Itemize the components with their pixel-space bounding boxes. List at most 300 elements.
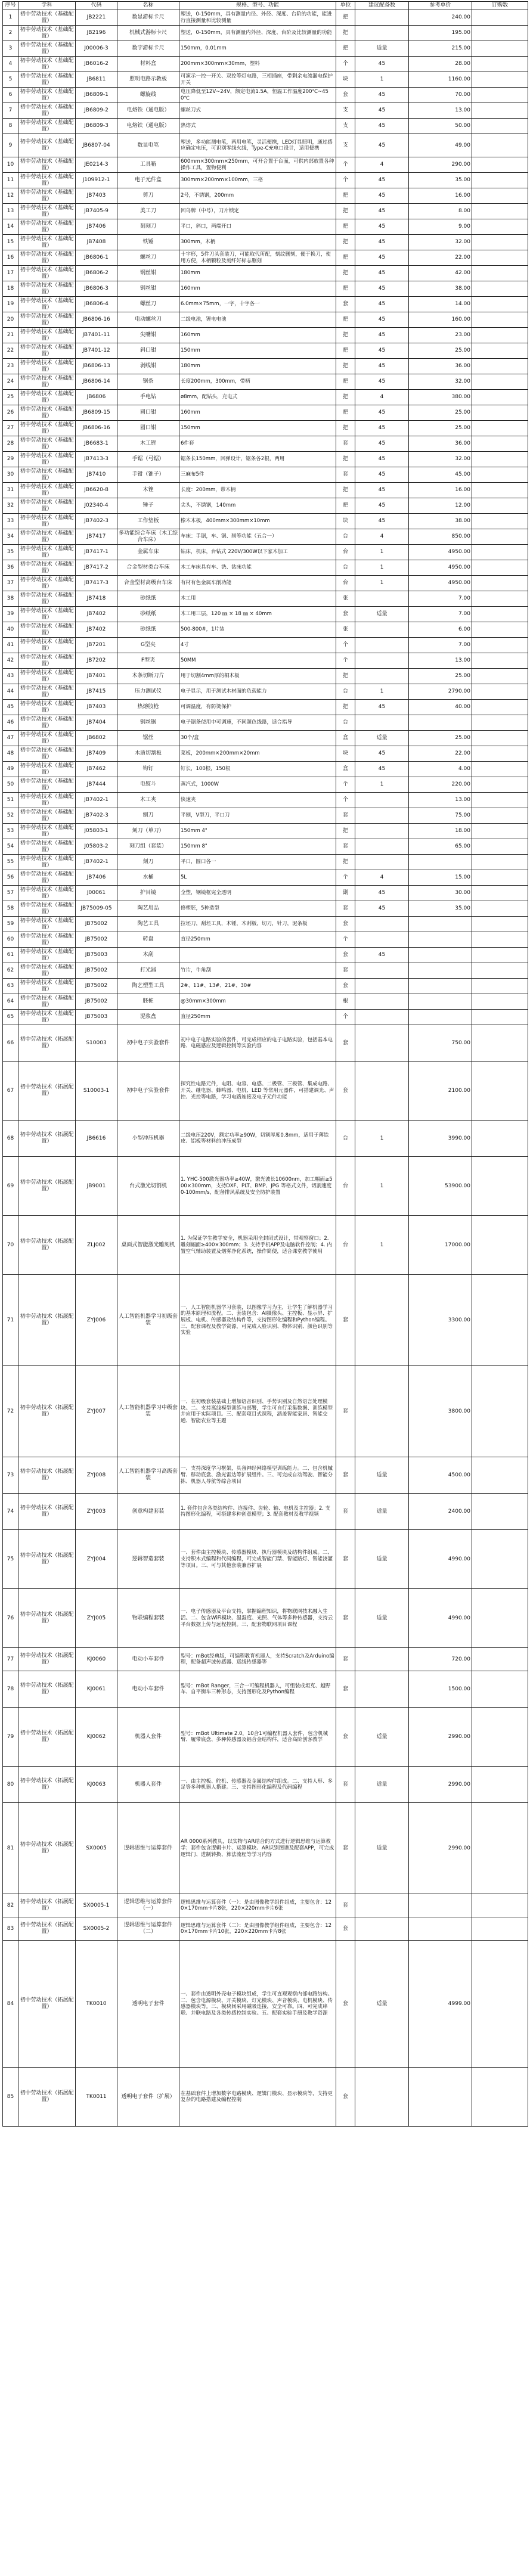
cell-order-qty[interactable] <box>472 700 528 715</box>
cell-index: 59 <box>3 917 18 932</box>
cell-price: 4990.00 <box>409 1589 472 1648</box>
cell-order-qty[interactable] <box>472 855 528 870</box>
table-row <box>3 638 528 653</box>
cell-spec: 500-800#，1片装 <box>179 622 336 638</box>
cell-order-qty[interactable] <box>472 1216 528 1275</box>
cell-order-qty[interactable] <box>472 979 528 994</box>
cell-index: 79 <box>3 1708 18 1767</box>
table-row <box>3 560 528 576</box>
column-header: 建议配备数 <box>355 2 409 10</box>
cell-spec: 尖头，不锈钢，140mm <box>179 498 336 514</box>
table-row <box>3 855 528 870</box>
cell-order-qty[interactable] <box>472 1589 528 1648</box>
cell-index: 25 <box>3 390 18 405</box>
cell-name: 照明电路示教板 <box>117 72 179 88</box>
cell-qty: 45 <box>355 281 409 297</box>
cell-order-qty[interactable] <box>472 235 528 250</box>
cell-price: 720.00 <box>409 1648 472 1671</box>
cell-subject: 初中劳动技术（基础配置） <box>18 591 76 607</box>
cell-order-qty[interactable] <box>472 638 528 653</box>
cell-order-qty[interactable] <box>472 932 528 948</box>
cell-spec: 平口，圆口各一 <box>179 855 336 870</box>
column-header: 序号 <box>3 2 18 10</box>
cell-order-qty[interactable] <box>472 1457 528 1494</box>
cell-qty: 45 <box>355 343 409 359</box>
cell-order-qty[interactable] <box>472 1671 528 1708</box>
cell-order-qty[interactable] <box>472 1366 528 1457</box>
cell-spec: 180mm <box>179 266 336 281</box>
cell-price: 4500.00 <box>409 1457 472 1494</box>
cell-name: 圆口钳 <box>117 421 179 436</box>
table-row <box>3 2068 528 2127</box>
cell-qty <box>355 979 409 994</box>
cell-name: 剥线钳 <box>117 359 179 374</box>
cell-price: 22.00 <box>409 250 472 266</box>
cell-unit: 套 <box>336 88 355 103</box>
cell-index: 57 <box>3 886 18 901</box>
cell-subject: 初中劳动技术（基础配置） <box>18 855 76 870</box>
cell-order-qty[interactable] <box>472 1530 528 1589</box>
cell-price: 2100.00 <box>409 1062 472 1121</box>
table-row <box>3 266 528 281</box>
cell-order-qty[interactable] <box>472 119 528 134</box>
cell-price: 35.00 <box>409 901 472 917</box>
cell-order-qty[interactable] <box>472 281 528 297</box>
cell-index: 40 <box>3 622 18 638</box>
cell-index: 7 <box>3 103 18 119</box>
cell-index: 14 <box>3 219 18 235</box>
cell-order-qty[interactable] <box>472 88 528 103</box>
cell-order-qty[interactable] <box>472 1648 528 1671</box>
cell-code: ZYJ005 <box>76 1589 117 1648</box>
cell-order-qty[interactable] <box>472 134 528 157</box>
cell-name: 砂纸纸 <box>117 591 179 607</box>
cell-qty <box>355 2068 409 2127</box>
cell-subject: 初中劳动技术（基础配置） <box>18 622 76 638</box>
cell-order-qty[interactable] <box>472 2068 528 2127</box>
cell-index: 47 <box>3 731 18 746</box>
cell-order-qty[interactable] <box>472 10 528 26</box>
cell-code: JB7201 <box>76 638 117 653</box>
cell-subject: 初中劳动技术（拓展配置） <box>18 1025 76 1062</box>
cell-order-qty[interactable] <box>472 483 528 498</box>
cell-code: JB7403 <box>76 188 117 204</box>
table-row <box>3 1589 528 1648</box>
cell-order-qty[interactable] <box>472 731 528 746</box>
cell-order-qty[interactable] <box>472 545 528 560</box>
cell-price: 32.00 <box>409 452 472 467</box>
table-row <box>3 10 528 26</box>
table-row <box>3 1216 528 1275</box>
cell-price: 7.00 <box>409 591 472 607</box>
cell-order-qty[interactable] <box>472 498 528 514</box>
cell-subject: 初中劳动技术（基础配置） <box>18 266 76 281</box>
cell-index: 20 <box>3 312 18 328</box>
cell-code: JB7408 <box>76 235 117 250</box>
cell-spec: 全塑，钢镜框完全透明 <box>179 886 336 901</box>
cell-spec: 有材有色金属车削功能 <box>179 576 336 591</box>
cell-subject: 初中劳动技术（基础配置） <box>18 762 76 777</box>
table-row <box>3 436 528 452</box>
cell-code: JB75002 <box>76 917 117 932</box>
cell-unit: 把 <box>336 374 355 390</box>
cell-order-qty[interactable] <box>472 297 528 312</box>
cell-price: 40.00 <box>409 700 472 715</box>
cell-subject: 初中劳动技术（基础配置） <box>18 119 76 134</box>
cell-order-qty[interactable] <box>472 1917 528 1941</box>
cell-unit: 套 <box>336 607 355 622</box>
cell-order-qty[interactable] <box>472 41 528 57</box>
cell-order-qty[interactable] <box>472 746 528 762</box>
cell-code: JB6802 <box>76 731 117 746</box>
cell-name: 螺丝刀 <box>117 297 179 312</box>
cell-price: 7.00 <box>409 607 472 622</box>
cell-qty <box>355 1366 409 1457</box>
cell-spec: AR 0000系列教具，以实物与AR结合的方式进行逻辑思维与运算教学；套件包含逻辑卡片、运算模块、AR识别图谱及配套APP，可完成逻辑门、进制转换、算法流程等学习内容 <box>179 1803 336 1894</box>
cell-order-qty[interactable] <box>472 1494 528 1530</box>
cell-index: 8 <box>3 119 18 134</box>
cell-unit: 套 <box>336 1494 355 1530</box>
cell-order-qty[interactable] <box>472 1941 528 2068</box>
cell-order-qty[interactable] <box>472 1062 528 1121</box>
cell-code: JB7404 <box>76 715 117 731</box>
cell-order-qty[interactable] <box>472 576 528 591</box>
cell-subject: 初中劳动技术（基础配置） <box>18 886 76 901</box>
cell-code: ZYJ007 <box>76 1366 117 1457</box>
cell-order-qty[interactable] <box>472 963 528 979</box>
cell-code: JB6806-1 <box>76 250 117 266</box>
cell-name: 机械式游标卡尺 <box>117 26 179 41</box>
cell-order-qty[interactable] <box>472 343 528 359</box>
cell-order-qty[interactable] <box>472 219 528 235</box>
cell-order-qty[interactable] <box>472 328 528 343</box>
cell-unit: 台 <box>336 545 355 560</box>
cell-qty: 45 <box>355 119 409 134</box>
cell-order-qty[interactable] <box>472 173 528 188</box>
cell-name: 机器人套件 <box>117 1708 179 1767</box>
cell-name: 初中电子实验套件 <box>117 1025 179 1062</box>
cell-index: 53 <box>3 824 18 839</box>
cell-subject: 初中劳动技术（基础配置） <box>18 963 76 979</box>
cell-subject: 初中劳动技术（基础配置） <box>18 669 76 684</box>
cell-code: J05803-1 <box>76 824 117 839</box>
cell-qty: 1 <box>355 72 409 88</box>
cell-order-qty[interactable] <box>472 684 528 700</box>
cell-order-qty[interactable] <box>472 1275 528 1366</box>
cell-order-qty[interactable] <box>472 824 528 839</box>
cell-name: 电烙铁（通电版） <box>117 119 179 134</box>
cell-order-qty[interactable] <box>472 57 528 72</box>
cell-subject: 初中劳动技术（基础配置） <box>18 576 76 591</box>
cell-code: ZYJ003 <box>76 1494 117 1530</box>
table-row <box>3 808 528 824</box>
cell-order-qty[interactable] <box>472 312 528 328</box>
cell-code: KJ0060 <box>76 1648 117 1671</box>
cell-index: 41 <box>3 638 18 653</box>
cell-spec: 直径250mm <box>179 932 336 948</box>
cell-code: JB9001 <box>76 1157 117 1216</box>
cell-price: 16.00 <box>409 188 472 204</box>
cell-unit: 块 <box>336 746 355 762</box>
cell-spec: 竹片，牛角刮 <box>179 963 336 979</box>
cell-order-qty[interactable] <box>472 390 528 405</box>
cell-price: 290.00 <box>409 157 472 173</box>
cell-qty: 4 <box>355 157 409 173</box>
cell-spec: 5L <box>179 870 336 886</box>
cell-spec: 160mm <box>179 405 336 421</box>
cell-subject: 初中劳动技术（基础配置） <box>18 870 76 886</box>
cell-order-qty[interactable] <box>472 359 528 374</box>
cell-index: 52 <box>3 808 18 824</box>
cell-spec: 长度：200mm，带木柄 <box>179 483 336 498</box>
cell-index: 62 <box>3 963 18 979</box>
cell-qty: 45 <box>355 250 409 266</box>
cell-spec <box>179 948 336 963</box>
cell-spec: 1. 套件包含各类结构件、连接件、齿轮、轴、电机及主控器；2. 支持图形化编程，可搭建多种创意模型；3. 配套教材及教学视频 <box>179 1494 336 1530</box>
cell-qty <box>355 839 409 855</box>
cell-name: 胚桩 <box>117 994 179 1010</box>
cell-spec: 一、套件由主控模块、传感器模块、执行器模块及结构件组成。二、支持积木式编程和代码编程，可完成智能门禁、智能路灯、智能浇灌等项目。三、可与其他套装兼容扩展 <box>179 1530 336 1589</box>
cell-unit: 套 <box>336 1648 355 1671</box>
cell-subject: 初中劳动技术（基础配置） <box>18 235 76 250</box>
cell-order-qty[interactable] <box>472 1157 528 1216</box>
cell-order-qty[interactable] <box>472 250 528 266</box>
cell-order-qty[interactable] <box>472 405 528 421</box>
cell-qty: 45 <box>355 328 409 343</box>
cell-subject: 初中劳动技术（拓展配置） <box>18 1216 76 1275</box>
cell-code: JB7413-3 <box>76 452 117 467</box>
cell-order-qty[interactable] <box>472 591 528 607</box>
cell-index: 12 <box>3 188 18 204</box>
cell-subject: 初中劳动技术（拓展配置） <box>18 1157 76 1216</box>
cell-subject: 初中劳动技术（基础配置） <box>18 917 76 932</box>
cell-unit: 套 <box>336 297 355 312</box>
cell-subject: 初中劳动技术（拓展配置） <box>18 1366 76 1457</box>
cell-qty: 45 <box>355 173 409 188</box>
cell-spec: 蒸汽式，1000W <box>179 777 336 793</box>
cell-order-qty[interactable] <box>472 436 528 452</box>
cell-unit: 套 <box>336 1062 355 1121</box>
cell-unit: 台 <box>336 1121 355 1157</box>
cell-order-qty[interactable] <box>472 514 528 529</box>
cell-qty <box>355 963 409 979</box>
table-row <box>3 134 528 157</box>
table-row <box>3 1010 528 1025</box>
cell-price: 75.00 <box>409 808 472 824</box>
cell-qty: 适量 <box>355 1457 409 1494</box>
cell-unit: 把 <box>336 266 355 281</box>
cell-price: 32.00 <box>409 374 472 390</box>
cell-unit: 张 <box>336 591 355 607</box>
cell-unit: 套 <box>336 917 355 932</box>
cell-index: 30 <box>3 467 18 483</box>
cell-index: 10 <box>3 157 18 173</box>
cell-index: 6 <box>3 88 18 103</box>
table-row <box>3 777 528 793</box>
cell-code: JB7401 <box>76 669 117 684</box>
cell-index: 66 <box>3 1025 18 1062</box>
cell-price: 2400.00 <box>409 1494 472 1530</box>
table-row <box>3 421 528 436</box>
cell-order-qty[interactable] <box>472 839 528 855</box>
cell-qty: 1 <box>355 684 409 700</box>
cell-order-qty[interactable] <box>472 452 528 467</box>
cell-order-qty[interactable] <box>472 421 528 436</box>
cell-unit: 台 <box>336 576 355 591</box>
cell-order-qty[interactable] <box>472 793 528 808</box>
cell-order-qty[interactable] <box>472 994 528 1010</box>
cell-order-qty[interactable] <box>472 917 528 932</box>
cell-order-qty[interactable] <box>472 1010 528 1025</box>
cell-order-qty[interactable] <box>472 886 528 901</box>
cell-qty: 适量 <box>355 1494 409 1530</box>
cell-order-qty[interactable] <box>472 762 528 777</box>
table-row <box>3 343 528 359</box>
cell-order-qty[interactable] <box>472 374 528 390</box>
cell-index: 44 <box>3 684 18 700</box>
cell-order-qty[interactable] <box>472 1803 528 1894</box>
cell-name: 透明电子套件（扩展） <box>117 2068 179 2127</box>
cell-order-qty[interactable] <box>472 103 528 119</box>
cell-spec: 二级电压220V，额定功率≥90W，切割厚度0.8mm，适用于薄铁皮、铝板等材料的冲压成型 <box>179 1121 336 1157</box>
cell-code: SX0005-2 <box>76 1917 117 1941</box>
cell-qty <box>355 824 409 839</box>
cell-spec: 一、电子传感器及平台支持，掌握编程知识，将物联网技术融入生活。二、包含WiFi模块、温湿度、光照、气体等多种传感器，支持云平台数据上传与远程控制。三、配套物联网项目课程 <box>179 1589 336 1648</box>
cell-order-qty[interactable] <box>472 1025 528 1062</box>
cell-index: 4 <box>3 57 18 72</box>
cell-subject: 初中劳动技术（拓展配置） <box>18 1062 76 1121</box>
table-row <box>3 870 528 886</box>
cell-unit: 个 <box>336 653 355 669</box>
cell-code: JB7202 <box>76 653 117 669</box>
cell-order-qty[interactable] <box>472 560 528 576</box>
cell-index: 56 <box>3 870 18 886</box>
cell-price: 12.00 <box>409 498 472 514</box>
cell-code: KJ0063 <box>76 1767 117 1803</box>
cell-name: 刻刻刀 <box>117 219 179 235</box>
cell-order-qty[interactable] <box>472 1708 528 1767</box>
cell-name: 钢丝锯 <box>117 715 179 731</box>
cell-spec: 150mm 8" <box>179 839 336 855</box>
cell-order-qty[interactable] <box>472 1767 528 1803</box>
cell-name: 逻辑思维与运算套件 <box>117 1803 179 1894</box>
cell-name: 手电钻 <box>117 390 179 405</box>
equipment-table <box>2 1 528 2127</box>
cell-name: 圆口钳 <box>117 405 179 421</box>
cell-order-qty[interactable] <box>472 72 528 88</box>
cell-unit: 套 <box>336 839 355 855</box>
cell-subject: 初中劳动技术（基础配置） <box>18 746 76 762</box>
cell-price: 7.00 <box>409 638 472 653</box>
cell-order-qty[interactable] <box>472 948 528 963</box>
cell-order-qty[interactable] <box>472 467 528 483</box>
cell-qty: 适量 <box>355 731 409 746</box>
cell-order-qty[interactable] <box>472 157 528 173</box>
cell-index: 1 <box>3 10 18 26</box>
cell-code: JB75003 <box>76 1010 117 1025</box>
table-row <box>3 204 528 219</box>
cell-order-qty[interactable] <box>472 1894 528 1917</box>
cell-subject: 初中劳动技术（基础配置） <box>18 545 76 560</box>
cell-qty: 45 <box>355 467 409 483</box>
table-row <box>3 1941 528 2068</box>
cell-qty: 45 <box>355 901 409 917</box>
cell-code: JB75002 <box>76 932 117 948</box>
cell-order-qty[interactable] <box>472 715 528 731</box>
cell-unit: 把 <box>336 405 355 421</box>
cell-order-qty[interactable] <box>472 607 528 622</box>
cell-index: 28 <box>3 436 18 452</box>
cell-spec: @30mm×300mm <box>179 994 336 1010</box>
cell-subject: 初中劳动技术（基础配置） <box>18 529 76 545</box>
cell-subject: 初中劳动技术（基础配置） <box>18 374 76 390</box>
cell-qty <box>355 917 409 932</box>
cell-order-qty[interactable] <box>472 653 528 669</box>
cell-order-qty[interactable] <box>472 901 528 917</box>
cell-index: 21 <box>3 328 18 343</box>
cell-index: 43 <box>3 669 18 684</box>
table-row <box>3 1671 528 1708</box>
table-row <box>3 219 528 235</box>
cell-order-qty[interactable] <box>472 808 528 824</box>
cell-order-qty[interactable] <box>472 870 528 886</box>
cell-index: 24 <box>3 374 18 390</box>
cell-index: 29 <box>3 452 18 467</box>
cell-subject: 初中劳动技术（拓展配置） <box>18 1671 76 1708</box>
cell-price: 23.00 <box>409 328 472 343</box>
cell-order-qty[interactable] <box>472 26 528 41</box>
cell-index: 68 <box>3 1121 18 1157</box>
cell-spec: 型号：mBot Ranger，三合一可编程机器人，可组装成坦克、越野车、自平衡车三种形态，支持图形化及Python编程 <box>179 1671 336 1708</box>
cell-unit: 把 <box>336 41 355 57</box>
table-row <box>3 103 528 119</box>
cell-code: S10003 <box>76 1025 117 1062</box>
cell-qty: 45 <box>355 266 409 281</box>
cell-code: JB6620-8 <box>76 483 117 498</box>
cell-order-qty[interactable] <box>472 204 528 219</box>
cell-name: 美工刀 <box>117 204 179 219</box>
cell-order-qty[interactable] <box>472 188 528 204</box>
cell-name: 刻刀 <box>117 855 179 870</box>
cell-spec: 钉长，100根，150根 <box>179 762 336 777</box>
cell-qty: 45 <box>355 421 409 436</box>
cell-spec: 平刨，V型刀，平口刀 <box>179 808 336 824</box>
cell-price: 215.00 <box>409 41 472 57</box>
cell-order-qty[interactable] <box>472 266 528 281</box>
cell-name: 电熨斗 <box>117 777 179 793</box>
table-row <box>3 88 528 103</box>
cell-price: 25.00 <box>409 421 472 436</box>
cell-name: 物联编程套装 <box>117 1589 179 1648</box>
cell-subject: 初中劳动技术（基础配置） <box>18 808 76 824</box>
cell-subject: 初中劳动技术（基础配置） <box>18 839 76 855</box>
cell-subject: 初中劳动技术（基础配置） <box>18 777 76 793</box>
cell-order-qty[interactable] <box>472 669 528 684</box>
table-row <box>3 669 528 684</box>
cell-order-qty[interactable] <box>472 1121 528 1157</box>
cell-order-qty[interactable] <box>472 529 528 545</box>
cell-index: 49 <box>3 762 18 777</box>
cell-price: 30.00 <box>409 886 472 901</box>
cell-subject: 初中劳动技术（基础配置） <box>18 421 76 436</box>
cell-unit: 张 <box>336 622 355 638</box>
cell-unit: 把 <box>336 204 355 219</box>
cell-price: 36.00 <box>409 436 472 452</box>
cell-order-qty[interactable] <box>472 777 528 793</box>
cell-subject: 初中劳动技术（基础配置） <box>18 932 76 948</box>
cell-index: 77 <box>3 1648 18 1671</box>
cell-order-qty[interactable] <box>472 622 528 638</box>
